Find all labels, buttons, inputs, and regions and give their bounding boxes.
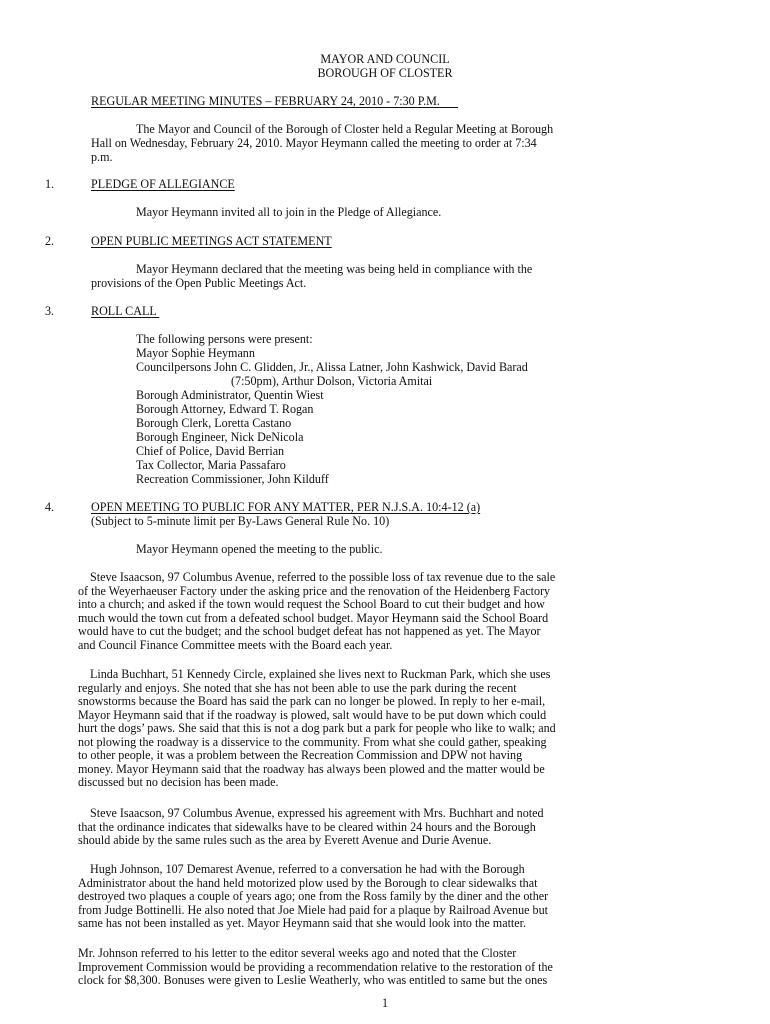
section-4-number: 4.	[45, 500, 55, 514]
paragraph-line: Mayor Heymann said that if the roadway is plowed, salt would have to be put down which could	[78, 707, 547, 722]
paragraph-line: snowstorms because the Board has said the park can no longer be plowed. In reply to her e-mail,	[78, 694, 546, 708]
section-2-line-2: provisions of the Open Public Meetings Act.	[91, 276, 307, 290]
intro-line-1: The Mayor and Council of the Borough of Closter held a Regular Meeting at Borough	[136, 122, 554, 136]
intro-line-3: p.m.	[91, 150, 113, 164]
comment-paragraph-1	[78, 571, 678, 652]
paragraph-line: Steve Isaacson, 97 Columbus Avenue, referred to the possible loss of tax revenue due to the sale	[90, 570, 556, 584]
paragraph-line: into a church; and asked if the town would request the School Board to cut their budget and how	[78, 597, 545, 611]
paragraph-line: should abide by the same rules such as the area by Everett Avenue and Durie Avenue.	[78, 833, 492, 847]
paragraph-line: discussed but no decision has been made.	[78, 775, 279, 789]
meeting-title: REGULAR MEETING MINUTES – FEBRUARY 24, 2010 - 7:30 P.M.	[91, 94, 459, 108]
roll-line-3: Councilpersons John C. Glidden, Jr., Alissa Latner, John Kashwick, David Barad	[136, 360, 528, 374]
intro-line-2: Hall on Wednesday, February 24, 2010. Mayor Heymann called the meeting to order at 7:34	[91, 136, 537, 150]
section-3-heading: ROLL CALL	[91, 304, 160, 318]
paragraph-line: of the Weyerhaeuser Factory under the asking price and the renovation of the Heidenberg Factory	[78, 583, 551, 598]
roll-line-4: (7:50pm), Arthur Dolson, Victoria Amitai	[231, 374, 433, 388]
comment-paragraph-5	[78, 947, 678, 988]
paragraph-line: not plowing the roadway is a disservice to the community. From what she could gather, speaking	[78, 734, 547, 749]
comment-paragraph-3	[78, 807, 678, 848]
paragraph-line: hurt the dogs’ paws. She said that this is not a dog park but a park for people who like to walk; and	[78, 721, 556, 735]
paragraph-line: money. Mayor Heymann said that the roadway has always been plowed and the matter would be	[78, 761, 545, 776]
page-number: 1	[381, 996, 389, 1010]
paragraph-line: Administrator about the hand held motorized plow used by the Borough to clear sidewalks that	[78, 875, 538, 890]
roll-line-5: Borough Administrator, Quentin Wiest	[136, 388, 324, 402]
roll-line-11: Recreation Commissioner, John Kilduff	[136, 472, 329, 486]
paragraph-line: Steve Isaacson, 97 Columbus Avenue, expressed his agreement with Mrs. Buchhart and noted	[90, 806, 544, 820]
section-1-text: Mayor Heymann invited all to join in the Pledge of Allegiance.	[136, 205, 442, 219]
section-2-heading: OPEN PUBLIC MEETINGS ACT STATEMENT	[91, 234, 332, 248]
paragraph-line: and Council Finance Committee meets with the Board each year.	[78, 637, 393, 652]
section-4-subheading: (Subject to 5-minute limit per By-Laws General Rule No. 10)	[91, 514, 390, 528]
paragraph-line: Hugh Johnson, 107 Demarest Avenue, referred to a conversation he had with the Borough	[90, 862, 525, 876]
paragraph-line: would have to cut the budget; and the school budget defeat has not happened as yet. The Mayor	[78, 624, 541, 638]
section-1-heading: PLEDGE OF ALLEGIANCE	[91, 177, 235, 191]
paragraph-line: from Judge Bottinelli. He also noted that Joe Miele had paid for a plaque by Railroad Avenue but	[78, 902, 548, 917]
roll-line-2: Mayor Sophie Heymann	[136, 346, 255, 360]
paragraph-line: to other people, it was a problem between the Recreation Commission and DPW not having	[78, 748, 523, 762]
org-title-line-2: BOROUGH OF CLOSTER	[317, 66, 453, 80]
section-4-heading: OPEN MEETING TO PUBLIC FOR ANY MATTER, PER N.J.S.A. 10:4-12 (a)	[91, 500, 481, 514]
paragraph-line: same has not been installed as yet. Mayor Heymann said that she would look into the matter.	[78, 916, 527, 930]
section-3-number: 3.	[45, 304, 55, 318]
roll-line-9: Chief of Police, David Berrian	[136, 444, 285, 458]
section-2-line-1: Mayor Heymann declared that the meeting was being held in compliance with the	[136, 262, 533, 276]
roll-line-8: Borough Engineer, Nick DeNicola	[136, 430, 304, 444]
comment-paragraph-2	[78, 668, 678, 790]
paragraph-line: much would the town cut from a defeated school budget. Mayor Heymann said the School Board	[78, 610, 549, 625]
section-2-number: 2.	[45, 234, 55, 248]
paragraph-line: regularly and enjoys. She noted that she has not been able to use the park during the recent	[78, 680, 517, 695]
roll-line-1: The following persons were present:	[136, 332, 313, 346]
roll-line-7: Borough Clerk, Loretta Castano	[136, 416, 292, 430]
paragraph-line: destroyed two plaques a couple of years ago; one from the Ross family by the diner and the other	[78, 889, 549, 903]
paragraph-line: that the ordinance indicates that sidewalks have to be cleared within 24 hours and the Borough	[78, 819, 536, 834]
section-1-number: 1.	[45, 177, 55, 191]
section-4-text: Mayor Heymann opened the meeting to the public.	[136, 542, 383, 556]
paragraph-line: clock for $8,300. Bonuses were given to Leslie Weatherly, who was entitled to same but the ones	[78, 973, 548, 987]
org-title-line-1: MAYOR AND COUNCIL	[320, 52, 450, 66]
paragraph-line: Linda Buchhart, 51 Kennedy Circle, explained she lives next to Ruckman Park, which she uses	[90, 667, 551, 681]
paragraph-line: Mr. Johnson referred to his letter to the editor several weeks ago and noted that the Closter	[78, 946, 517, 960]
comment-paragraph-4	[78, 863, 678, 931]
paragraph-line: Improvement Commission would be providing a recommendation relative to the restoration of the	[78, 959, 553, 974]
roll-line-6: Borough Attorney, Edward T. Rogan	[136, 402, 314, 416]
roll-line-10: Tax Collector, Maria Passafaro	[136, 458, 286, 472]
